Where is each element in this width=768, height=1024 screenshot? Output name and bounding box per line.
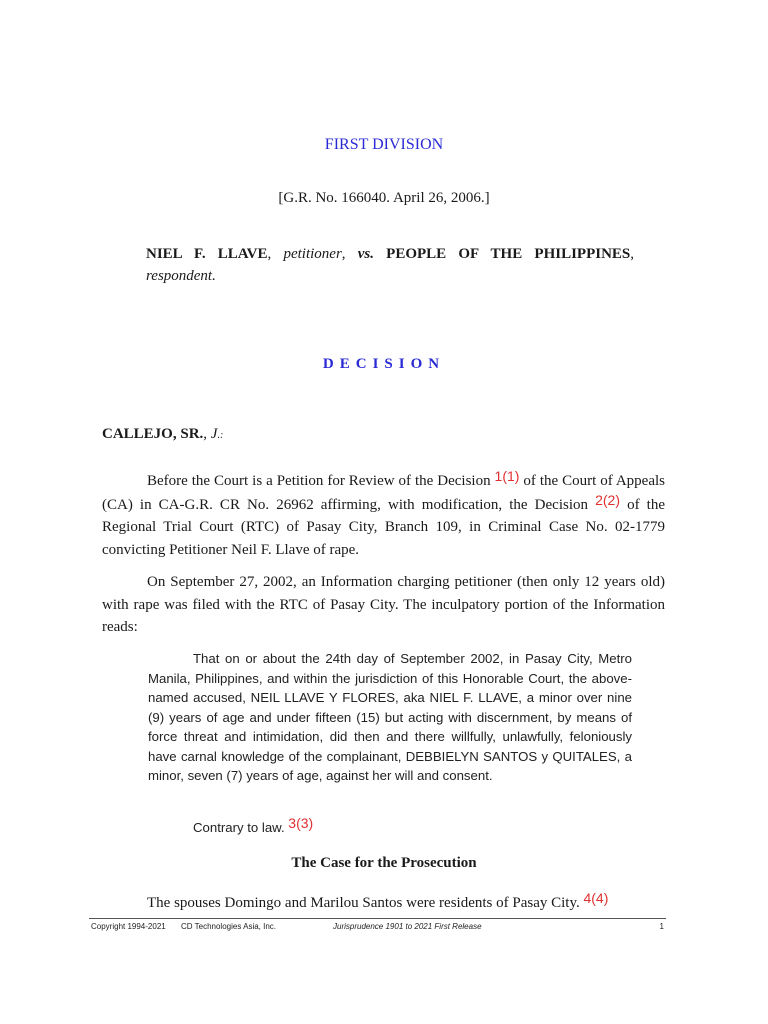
- section-heading: The Case for the Prosecution: [291, 855, 477, 871]
- case-number: [G.R. No. 166040. April 26, 2006.]: [278, 190, 490, 206]
- paragraph-3: [102, 891, 665, 915]
- paragraph-3-text: The spouses Domingo and Marilou Santos were residents of Pasay City.: [147, 895, 584, 911]
- footnote-link-1[interactable]: 1(1): [494, 468, 520, 484]
- footer-publisher: CD Technologies Asia, Inc.: [181, 922, 277, 931]
- page-footer: [89, 918, 666, 933]
- footer-copyright: Copyright 1994-2021: [91, 922, 166, 931]
- case-parties: NIEL F. LLAVE, petitioner, vs. PEOPLE OF THE PHILIPPINES, respondent.: [146, 246, 635, 284]
- paragraph-1-text-a: Before the Court is a Petition for Review of the Decision: [147, 473, 495, 489]
- ponente-title: J: [210, 426, 218, 442]
- footnote-link-4[interactable]: 4(4): [583, 890, 609, 906]
- footer-page-number: 1: [659, 922, 664, 931]
- footnote-link-2[interactable]: 2(2): [595, 491, 620, 508]
- respondent-role: respondent: [146, 268, 213, 284]
- ponente: CALLEJO, SR., J.:: [102, 426, 224, 442]
- petitioner-name: NIEL F. LLAVE: [146, 246, 268, 262]
- information-quote: That on or about the 24th day of September 2002, in Pasay City, Metro Manila, Philippines, and within the jurisdiction of this Honorable Court, the above-named accused, NEIL LLAVE Y FLORES, aka NIEL F. LLAVE, a minor over nine (9) years of age and under fifteen (15) but acting with discernment, by means of force threat and intimidation, did then and there willfully, unlawfully, feloniously have carnal knowledge of the complainant, DEBBIELYN SANTOS y QUITALES, a minor, seven (7) years of age, against her will and consent.: [148, 651, 632, 783]
- contrary-to-law: [148, 815, 632, 838]
- respondent-name: PEOPLE OF THE PHILIPPINES: [386, 246, 631, 262]
- petitioner-role: petitioner: [283, 246, 342, 262]
- contrary-to-law-text: Contrary to law.: [193, 820, 289, 835]
- paragraph-2: On September 27, 2002, an Information charging petitioner (then only 12 years old) with rape was filed with the RTC of Pasay City. The inculpatory portion of the Information reads:: [102, 574, 665, 635]
- ponente-name: CALLEJO, SR.: [102, 426, 204, 442]
- decision-title: DECISION: [322, 356, 446, 372]
- footer-release: Jurisprudence 1901 to 2021 First Release: [333, 922, 482, 931]
- paragraph-1-text-c: of the Regional Trial Court (RTC) of Pasay City, Branch 109, in Criminal Case No. 02-1779 convicting Petitioner Neil F. Llave of rape.: [102, 496, 666, 558]
- division-heading: FIRST DIVISION: [324, 136, 444, 153]
- paragraph-1-text-b: of the Court of Appeals (CA) in CA-G.R. CR No. 26962 affirming, with modification, the Decision: [102, 473, 665, 513]
- versus-text: vs.: [357, 246, 374, 262]
- paragraph-1: [102, 469, 665, 561]
- footnote-link-3[interactable]: 3(3): [288, 815, 314, 831]
